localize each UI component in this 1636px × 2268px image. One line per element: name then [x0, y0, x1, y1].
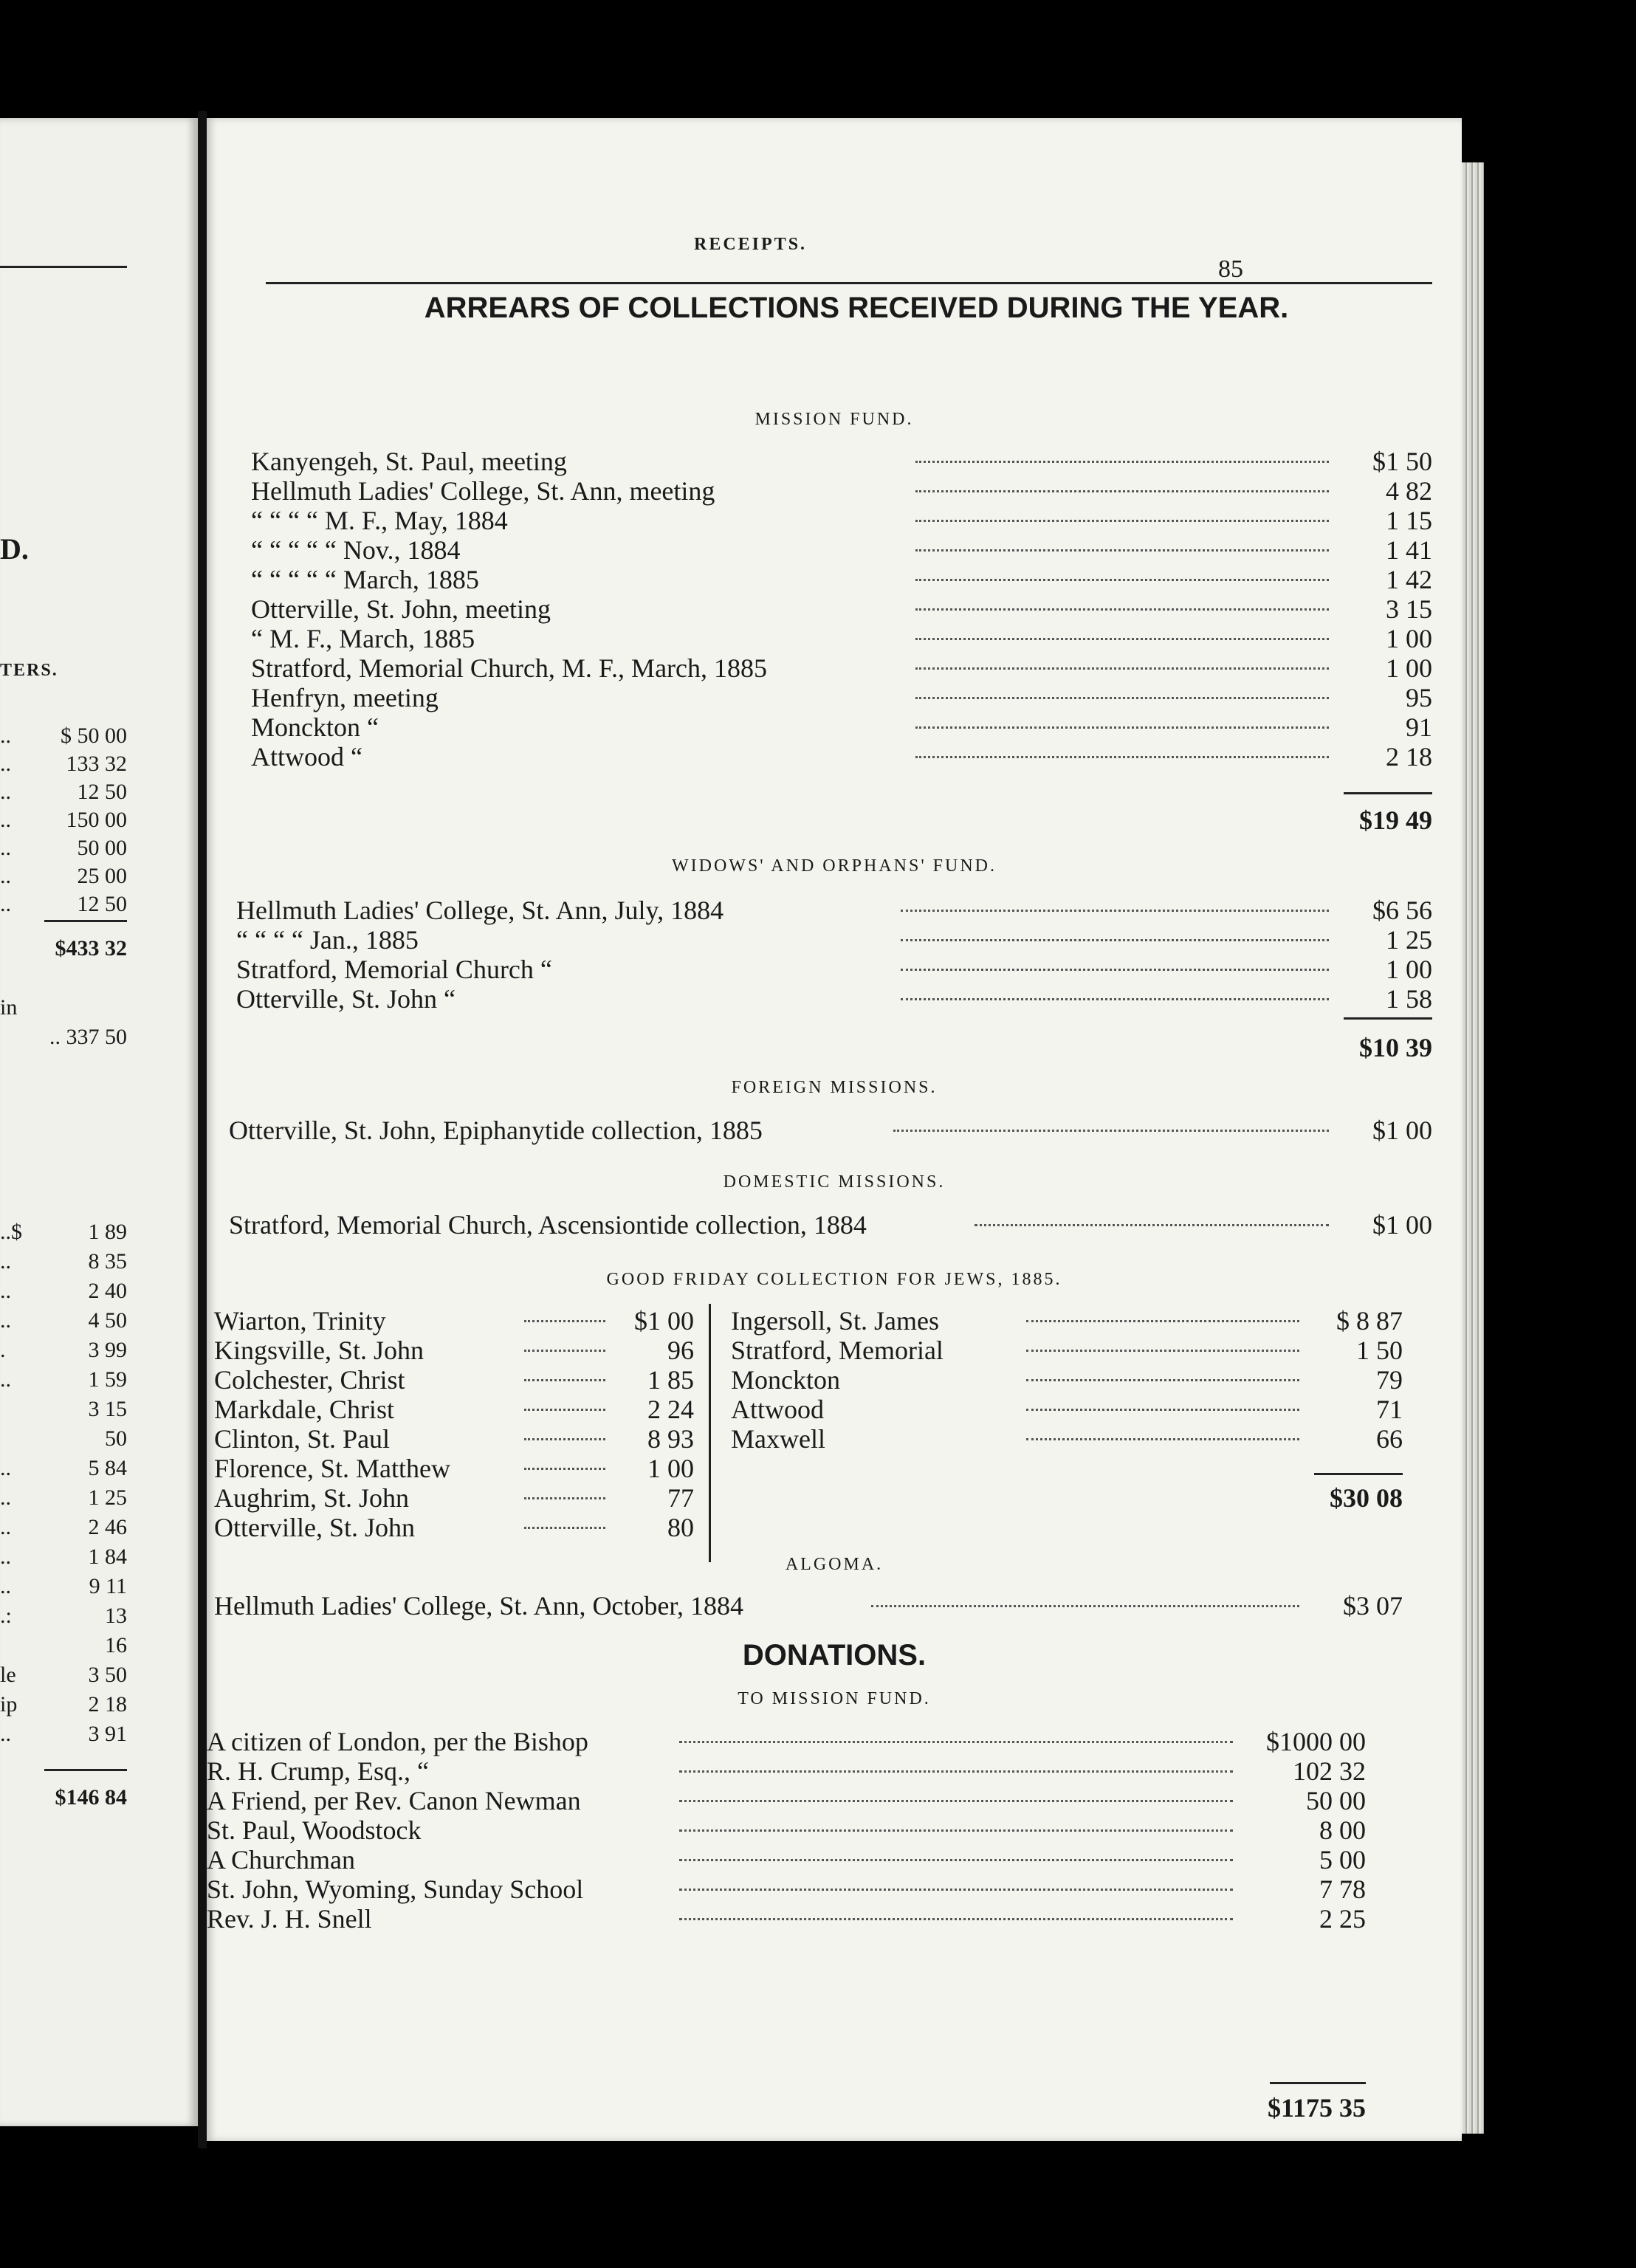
amount-row [0, 780, 127, 809]
amount-row [0, 1692, 127, 1722]
row-label: Hellmuth Ladies' College, St. Ann, July, 1884 [236, 896, 724, 925]
dot-leader [524, 1350, 605, 1352]
row-prefix: .: [0, 1604, 12, 1628]
row-prefix: . [0, 1338, 6, 1362]
row-amount: 1 84 [88, 1544, 127, 1569]
section-total: $19 49 [1359, 805, 1432, 835]
row-label: R. H. Crump, Esq., “ [207, 1756, 429, 1786]
dot-leader [1026, 1438, 1299, 1440]
row-label: Otterville, St. John “ [236, 984, 456, 1014]
row-amount: $ 50 00 [61, 724, 127, 748]
collection-row [731, 1364, 1403, 1394]
row-amount: 77 [667, 1483, 694, 1513]
row-amount: 96 [667, 1336, 694, 1365]
row-label: “ “ “ “ “ Nov., 1884 [251, 535, 461, 565]
amount-row [0, 1663, 127, 1692]
row-label: A Churchman [207, 1845, 355, 1874]
row-label: “ “ “ “ M. F., May, 1884 [251, 506, 508, 535]
dot-leader [915, 756, 1329, 758]
dot-leader [524, 1527, 605, 1529]
row-amount: 8 35 [88, 1249, 127, 1274]
collection-row [214, 1364, 694, 1394]
fund-row [251, 712, 1432, 741]
row-amount: 4 82 [1386, 476, 1432, 506]
algoma-row: Hellmuth Ladies' College, St. Ann, October, 1884 $3 07 [214, 1591, 1403, 1621]
amount-row [0, 1249, 127, 1279]
row-label: Monckton [731, 1365, 840, 1395]
in-label: in [0, 995, 18, 1020]
amount-row [0, 836, 127, 865]
row-prefix: .. [0, 752, 11, 776]
row-amount: 2 24 [647, 1395, 694, 1424]
collection-row [731, 1423, 1403, 1453]
row-amount: 3 50 [88, 1663, 127, 1687]
donation-row [207, 1726, 1366, 1756]
row-amount: $ 8 87 [1336, 1306, 1403, 1336]
total-rule [1344, 792, 1432, 794]
dot-leader [915, 579, 1329, 581]
row-amount: 1 15 [1386, 506, 1432, 535]
amount-row [0, 1544, 127, 1574]
fund-row [251, 446, 1432, 475]
row-prefix: .. [0, 864, 11, 888]
total-rule [44, 920, 127, 922]
row-amount: 5 84 [88, 1456, 127, 1480]
dot-leader [915, 638, 1329, 640]
row-amount: 1 41 [1386, 535, 1432, 565]
row-prefix: .. [0, 1485, 11, 1510]
header-rule [0, 266, 127, 268]
fund-row [236, 924, 1432, 954]
row-label: Rev. J. H. Snell [207, 1904, 372, 1934]
header-rule [266, 282, 1432, 284]
row-amount: 8 00 [1319, 1815, 1366, 1845]
fund-row [251, 475, 1432, 505]
collection-row [214, 1512, 694, 1542]
page-number: 85 [1218, 255, 1243, 283]
row-label: “ “ “ “ “ March, 1885 [251, 565, 479, 594]
amount-row [0, 808, 127, 837]
section-heading: WIDOWS' AND ORPHANS' FUND. [671, 856, 997, 876]
collection-row [214, 1423, 694, 1453]
amount-row [0, 1338, 127, 1367]
dot-leader [915, 667, 1329, 670]
row-amount: 1 00 [1386, 624, 1432, 653]
row-amount: 50 00 [77, 836, 127, 860]
row-amount: 1 50 [1356, 1336, 1403, 1365]
section-heading: ALGOMA. [785, 1555, 884, 1574]
column-divider [709, 1304, 711, 1562]
collection-row [731, 1305, 1403, 1335]
collection-row [214, 1394, 694, 1423]
row-amount: 12 50 [77, 892, 127, 916]
fund-row [251, 623, 1432, 653]
collection-row [214, 1305, 694, 1335]
row-label: Colchester, Christ [214, 1365, 405, 1395]
left-page-fragment [0, 118, 198, 2126]
row-label: “ “ “ “ Jan., 1885 [236, 925, 419, 955]
dot-leader [915, 520, 1329, 522]
in-amount: .. 337 50 [49, 1025, 127, 1049]
row-prefix: .. [0, 780, 11, 804]
amount-row [0, 1308, 127, 1338]
row-amount: 4 50 [88, 1308, 127, 1333]
row-amount: 1 42 [1386, 565, 1432, 594]
dot-leader [1026, 1379, 1299, 1381]
dot-leader [901, 969, 1329, 971]
row-prefix: .. [0, 1544, 11, 1569]
row-label: Attwood “ [251, 742, 362, 772]
dot-leader [901, 910, 1329, 912]
row-amount: 1 00 [647, 1454, 694, 1483]
amount-row [0, 1279, 127, 1308]
fund-row [251, 535, 1432, 564]
donation-row [207, 1756, 1366, 1785]
dot-leader [524, 1320, 605, 1322]
row-prefix: .. [0, 1308, 11, 1333]
foreign-missions-row: Otterville, St. John, Epiphanytide collection, 1885 $1 00 [229, 1116, 1432, 1145]
row-amount: 12 50 [77, 780, 127, 804]
dot-leader [915, 490, 1329, 492]
row-amount: 9 11 [89, 1574, 127, 1598]
dot-leader [524, 1497, 605, 1499]
row-amount: 7 78 [1319, 1874, 1366, 1904]
row-prefix: .. [0, 1367, 11, 1392]
row-amount: 50 [105, 1426, 127, 1451]
total-rule [1270, 2082, 1366, 2084]
running-head: RECEIPTS. [694, 235, 808, 254]
fund-row [236, 983, 1432, 1013]
row-prefix: .. [0, 1515, 11, 1539]
dot-leader [679, 1741, 1233, 1743]
donation-row [207, 1844, 1366, 1874]
row-prefix: .. [0, 1574, 11, 1598]
row-amount: 2 46 [88, 1515, 127, 1539]
section-heading: MISSION FUND. [755, 410, 914, 429]
row-label: Henfryn, meeting [251, 683, 439, 712]
row-amount: 1 89 [88, 1220, 127, 1244]
row-label: Stratford, Memorial Church, M. F., March, 1885 [251, 653, 768, 683]
fund-row [251, 741, 1432, 771]
row-amount: 50 00 [1306, 1786, 1366, 1815]
amount-row [0, 752, 127, 781]
row-amount: 80 [667, 1513, 694, 1542]
row-label: A Friend, per Rev. Canon Newman [207, 1786, 581, 1815]
row-amount: 102 32 [1293, 1756, 1366, 1786]
row-label: Otterville, St. John, meeting [251, 594, 551, 624]
row-amount: 2 25 [1319, 1904, 1366, 1934]
left-total: $433 32 [55, 936, 127, 961]
collection-row [731, 1394, 1403, 1423]
dot-leader [524, 1438, 605, 1440]
fund-row [251, 594, 1432, 623]
amount-row [0, 1367, 127, 1397]
row-label: Stratford, Memorial Church “ [236, 955, 552, 984]
row-label: Attwood [731, 1395, 824, 1424]
page-title: ARREARS OF COLLECTIONS RECEIVED DURING THE YEAR. [424, 292, 1289, 324]
row-prefix: ..$ [0, 1220, 22, 1244]
row-amount: 133 32 [66, 752, 127, 776]
amount-row [0, 864, 127, 893]
dot-leader [901, 939, 1329, 941]
dot-leader [1026, 1409, 1299, 1411]
row-label: “ M. F., March, 1885 [251, 624, 475, 653]
row-label: Aughrim, St. John [214, 1483, 410, 1513]
section-heading: GOOD FRIDAY COLLECTION FOR JEWS, 1885. [606, 1270, 1062, 1289]
dot-leader [915, 726, 1329, 729]
fund-row [236, 895, 1432, 924]
row-label: St. Paul, Woodstock [207, 1815, 422, 1845]
row-amount: 1 58 [1386, 984, 1432, 1014]
amount-row [0, 1220, 127, 1249]
collection-row [214, 1453, 694, 1482]
row-prefix: .. [0, 1722, 11, 1746]
row-amount: 1 00 [1386, 955, 1432, 984]
row-amount: 2 40 [88, 1279, 127, 1303]
row-amount: 2 18 [1386, 742, 1432, 772]
row-label: A citizen of London, per the Bishop [207, 1727, 588, 1756]
row-amount: 3 15 [88, 1397, 127, 1421]
row-label: Markdale, Christ [214, 1395, 394, 1424]
dot-leader [679, 1889, 1233, 1891]
amount-row [0, 1397, 127, 1426]
row-label: Ingersoll, St. James [731, 1306, 939, 1336]
collection-row [214, 1335, 694, 1364]
donation-row [207, 1874, 1366, 1903]
amount-row [0, 724, 127, 753]
row-label: Stratford, Memorial [731, 1336, 944, 1365]
row-label: Hellmuth Ladies' College, St. Ann, meeting [251, 476, 715, 506]
row-amount: 1 00 [1386, 653, 1432, 683]
domestic-missions-row: Stratford, Memorial Church, Ascensiontide collection, 1884 $1 00 [229, 1210, 1432, 1240]
section-heading: DOMESTIC MISSIONS. [723, 1172, 946, 1192]
fund-row [251, 653, 1432, 682]
row-amount: 3 15 [1386, 594, 1432, 624]
collection-row [214, 1482, 694, 1512]
dot-leader [915, 697, 1329, 699]
donation-row [207, 1785, 1366, 1815]
dot-leader [524, 1468, 605, 1470]
left-total: $146 84 [55, 1785, 127, 1810]
dot-leader [1026, 1320, 1299, 1322]
dot-leader [679, 1770, 1233, 1773]
amount-row [0, 1515, 127, 1544]
row-label: Clinton, St. Paul [214, 1424, 391, 1454]
row-prefix: .. [0, 836, 11, 860]
amount-row [0, 1604, 127, 1633]
row-label: Otterville, St. John [214, 1513, 415, 1542]
row-amount: $1 00 [634, 1306, 694, 1336]
dot-leader [679, 1918, 1233, 1920]
row-label: Maxwell [731, 1424, 825, 1454]
row-amount: 1 59 [88, 1367, 127, 1392]
amount-row [0, 1574, 127, 1604]
dot-leader [915, 461, 1329, 463]
row-amount: $1000 00 [1266, 1727, 1366, 1756]
row-amount: 2 18 [88, 1692, 127, 1717]
amount-row [0, 1633, 127, 1663]
row-label: Florence, St. Matthew [214, 1454, 450, 1483]
row-label: Kingsville, St. John [214, 1336, 425, 1365]
dot-leader [915, 549, 1329, 551]
donations-title: DONATIONS. [742, 1639, 927, 1671]
fund-row [236, 954, 1432, 983]
row-amount: 150 00 [66, 808, 127, 832]
dot-leader [915, 608, 1329, 611]
row-amount: 71 [1376, 1395, 1403, 1424]
row-prefix: le [0, 1663, 16, 1687]
fund-row [251, 682, 1432, 712]
row-amount: 3 91 [88, 1722, 127, 1746]
row-amount: 91 [1406, 712, 1432, 742]
section-total: $1175 35 [1267, 2093, 1366, 2123]
amount-row [0, 1456, 127, 1485]
donation-row [207, 1815, 1366, 1844]
right-page [207, 118, 1462, 2141]
dot-leader [524, 1409, 605, 1411]
section-heading: FOREIGN MISSIONS. [731, 1078, 938, 1097]
row-amount: 25 00 [77, 864, 127, 888]
row-prefix: .. [0, 1456, 11, 1480]
dot-leader [679, 1859, 1233, 1861]
row-label: Kanyengeh, St. Paul, meeting [251, 447, 567, 476]
row-prefix: .. [0, 892, 11, 916]
amount-row [0, 1426, 127, 1456]
section-heading: TO MISSION FUND. [738, 1689, 931, 1708]
dot-leader [679, 1800, 1233, 1802]
row-label: Wiarton, Trinity [214, 1306, 386, 1336]
row-amount: 79 [1376, 1365, 1403, 1395]
row-amount: 1 85 [647, 1365, 694, 1395]
row-prefix: .. [0, 1279, 11, 1303]
row-label: Monckton “ [251, 712, 379, 742]
row-prefix: .. [0, 724, 11, 748]
amount-row [0, 1722, 127, 1751]
fund-row [251, 564, 1432, 594]
amount-row [0, 892, 127, 921]
heading-fragment: D. [0, 532, 29, 566]
row-amount: 5 00 [1319, 1845, 1366, 1874]
row-prefix: ip [0, 1692, 18, 1717]
total-rule [1344, 1017, 1432, 1020]
row-amount: 66 [1376, 1424, 1403, 1454]
collection-row [731, 1335, 1403, 1364]
amount-row [0, 1485, 127, 1515]
dot-leader [1026, 1350, 1299, 1352]
section-total: $30 08 [1330, 1483, 1403, 1513]
row-amount: 1 25 [88, 1485, 127, 1510]
subheading-fragment: TERS. [0, 661, 58, 680]
row-prefix: .. [0, 1249, 11, 1274]
row-amount: 8 93 [647, 1424, 694, 1454]
fund-row [251, 505, 1432, 535]
row-amount: $1 50 [1372, 447, 1432, 476]
section-total: $10 39 [1359, 1033, 1432, 1062]
row-amount: 95 [1406, 683, 1432, 712]
row-label: St. John, Wyoming, Sunday School [207, 1874, 584, 1904]
donation-row [207, 1903, 1366, 1933]
row-prefix: .. [0, 808, 11, 832]
dot-leader [901, 998, 1329, 1000]
dot-leader [524, 1379, 605, 1381]
total-rule [44, 1769, 127, 1771]
dot-leader [679, 1829, 1233, 1832]
row-amount: 16 [105, 1633, 127, 1657]
row-amount: 3 99 [88, 1338, 127, 1362]
row-amount: 1 25 [1386, 925, 1432, 955]
row-amount: 13 [105, 1604, 127, 1628]
row-amount: $6 56 [1372, 896, 1432, 925]
book-gutter [198, 111, 207, 2148]
total-rule [1314, 1473, 1403, 1475]
